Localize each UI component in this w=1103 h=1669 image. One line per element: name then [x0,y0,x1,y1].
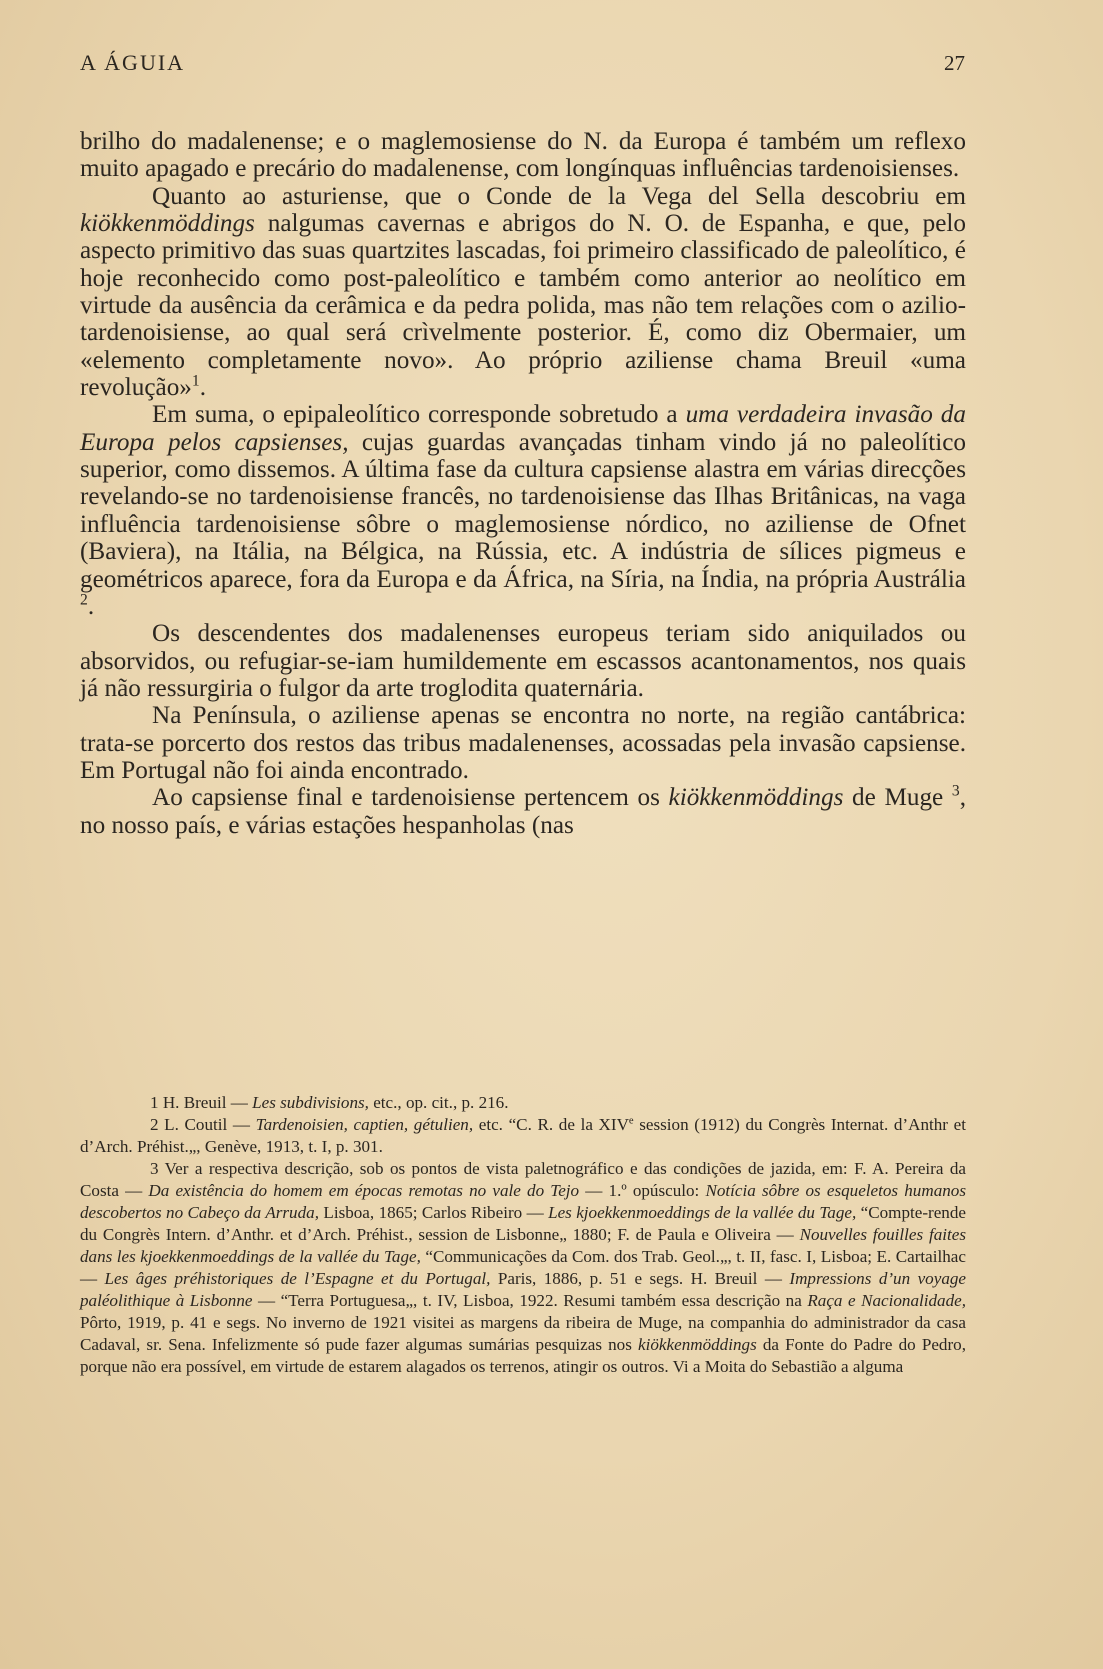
text-run: Em suma, o epipaleolítico corresponde sobretudo a [152,401,686,429]
text-run: nalgumas cavernas e abrigos do N. O. de Espanha, e que, pelo aspecto primitivo das suas quartzites lascadas, foi primeiro classificado de paleolítico, é hoje reconhecido como post-paleolítico e também como anterior ao neolítico em virtude da ausência da cerâmica e da pedra polida, mas não tem relações com o azilio-tardenoisiense, ao qual será crìvelmente posterior. É, como diz Obermaier, um «elemento completamente novo». Ao próprio aziliense chama Breuil «uma revolução» [80,210,966,402]
text-run: H. Breuil — [158,1093,253,1112]
text-run: cujas guardas avançadas tinham vindo já no paleolítico superior, como dissemos. A última fase da cultura capsiense alastra em várias direcções revelando-se no tardenoisiense francês, no tardenoisiense das Ilhas Britânicas, na vaga influência tardenoisiense sôbre o maglemosiense nórdico, no aziliense de Ofnet (Baviera), na Itália, na Bélgica, na Rússia, etc. A indústria de sílices pigmeus e geométricos aparece, fora da Europa e da África, na Síria, na Índia, na própria Austrália [80,428,966,593]
footnote-number: 2 [150,1115,159,1134]
body-text [80,128,966,839]
footnote-3 [80,1158,966,1378]
paragraph-2 [80,183,966,402]
italic-term: kiökkenmöddings [80,210,255,238]
text-run: — 1.º opúsculo: [579,1181,706,1200]
text-run: . [87,592,95,620]
footnotes [80,1092,966,1378]
text-run: Quanto ao asturiense, que o Conde de la Vega del Sella descobriu em [152,182,966,210]
paragraph-1 [80,128,966,183]
text-run: . [199,374,207,402]
text-run: Na Península, o aziliense apenas se encontra no norte, na região cantábrica: trata-se porcerto dos restos das tribus madalenenses, acossadas pela invasão capsiense. Em Portugal não foi ainda encontrado. [80,702,966,784]
text-run: — “Terra Portuguesa„, t. IV, Lisboa, 1922. Resumi também essa descrição na [252,1291,808,1310]
running-header [80,50,965,76]
footnote-2 [80,1114,966,1158]
text-run: L. Coutil — [158,1115,256,1134]
text-run: Ao capsiense final e tardenoisiense pertencem os [152,784,669,812]
text-run: “Communicações da Com. dos Trab. Geol.„, t. II, fasc. I, Lisboa; E. Cartailhac — [80,1247,966,1288]
running-title: A ÁGUIA [80,50,186,75]
page-number: 27 [944,51,965,75]
italic-title: Notícia sôbre os esqueletos humanos descobertos no Cabeço da Arruda, [80,1181,966,1222]
italic-title: Les âges préhistoriques de l’Espagne et du Portugal, [104,1269,491,1288]
italic-title: Raça e Nacionalidade, [807,1291,966,1310]
italic-title: Da existência do homem em épocas remotas no vale do Tejo [148,1181,580,1200]
text-run: etc., op. cit., p. 216. [368,1093,509,1112]
footnote-1 [80,1092,966,1114]
text-run: session (1912) du Congrès Internat. d’Anthr et d’Arch. Préhist.„, Genève, 1913, t. I, p. 301. [80,1115,966,1156]
italic-title: Les kjoekkenmoeddings de la vallée du Tage, [548,1203,857,1222]
text-run: Ver a respectiva descrição, sob os pontos de vista paletnográfico e das condições de jazida, em: F. A. Pereira da Costa — [80,1159,966,1200]
superscript: e [628,1115,634,1127]
paragraph-3 [80,401,966,620]
text-run: brilho do madalenense; e o maglemosiense do N. da Europa é também um reflexo muito apagado e precário do madalenense, com longínquas influências tardenoisienses. [80,128,966,183]
italic-title: Impressions d’un voyage paléolithique à Lisbonne [80,1269,966,1310]
italic-title: Tardenoisien, captien, gétulien, [255,1115,474,1134]
footnote-number: 3 [150,1159,159,1178]
footnote-ref-2: 2 [80,591,88,609]
text-run: da Fonte do Padre do Pedro, porque não era possível, em virtude de estarem alagados os terrenos, atingir os outros. Vi a Moita do Sebastião a alguma [80,1335,966,1376]
footnote-ref-3: 3 [951,782,960,800]
paragraph-5 [80,702,966,784]
italic-term: kiökkenmöddings [638,1335,757,1354]
text-run: “Compte-rende du Congrès Intern. d’Anthr. et d’Arch. Préhist., session de Lisbonne„ 1880; F. de Paula e Oliveira — [80,1203,966,1244]
italic-title: Les subdivisions, [252,1093,369,1112]
text-run: , no nosso país, e várias estações hespanholas (nas [80,784,966,839]
text-run: Paris, 1886, p. 51 e segs. H. Breuil — [490,1269,790,1288]
text-run: Pôrto, 1919, p. 41 e segs. No inverno de 1921 visitei as margens da ribeira de Muge, na companhia do administrador da casa Cadaval, sr. Sena. Infelizmente só pude fazer algumas sumárias pesquizas nos [80,1313,966,1354]
italic-phrase: uma verdadeira invasão da Europa pelos capsienses, [80,401,966,456]
text-run: Os descendentes dos madalenenses europeus teriam sido aniquilados ou absorvidos, ou refugiar-se-iam humildemente em escassos acantonamentos, nos quais já não ressurgiria o fulgor da arte troglodita quaternária. [80,620,966,702]
text-run: Lisboa, 1865; Carlos Ribeiro — [318,1203,549,1222]
footnote-number: 1 [150,1093,159,1112]
paragraph-4 [80,620,966,702]
italic-title: Nouvelles fouilles faites dans les kjoekkenmoeddings de la vallée du Tage, [80,1225,966,1266]
footnote-ref-1: 1 [191,372,200,390]
text-run: etc. “C. R. de la XIV [473,1115,629,1134]
paragraph-6 [80,784,966,839]
text-run: de Muge [843,784,952,812]
italic-term: kiökkenmöddings [668,784,844,812]
